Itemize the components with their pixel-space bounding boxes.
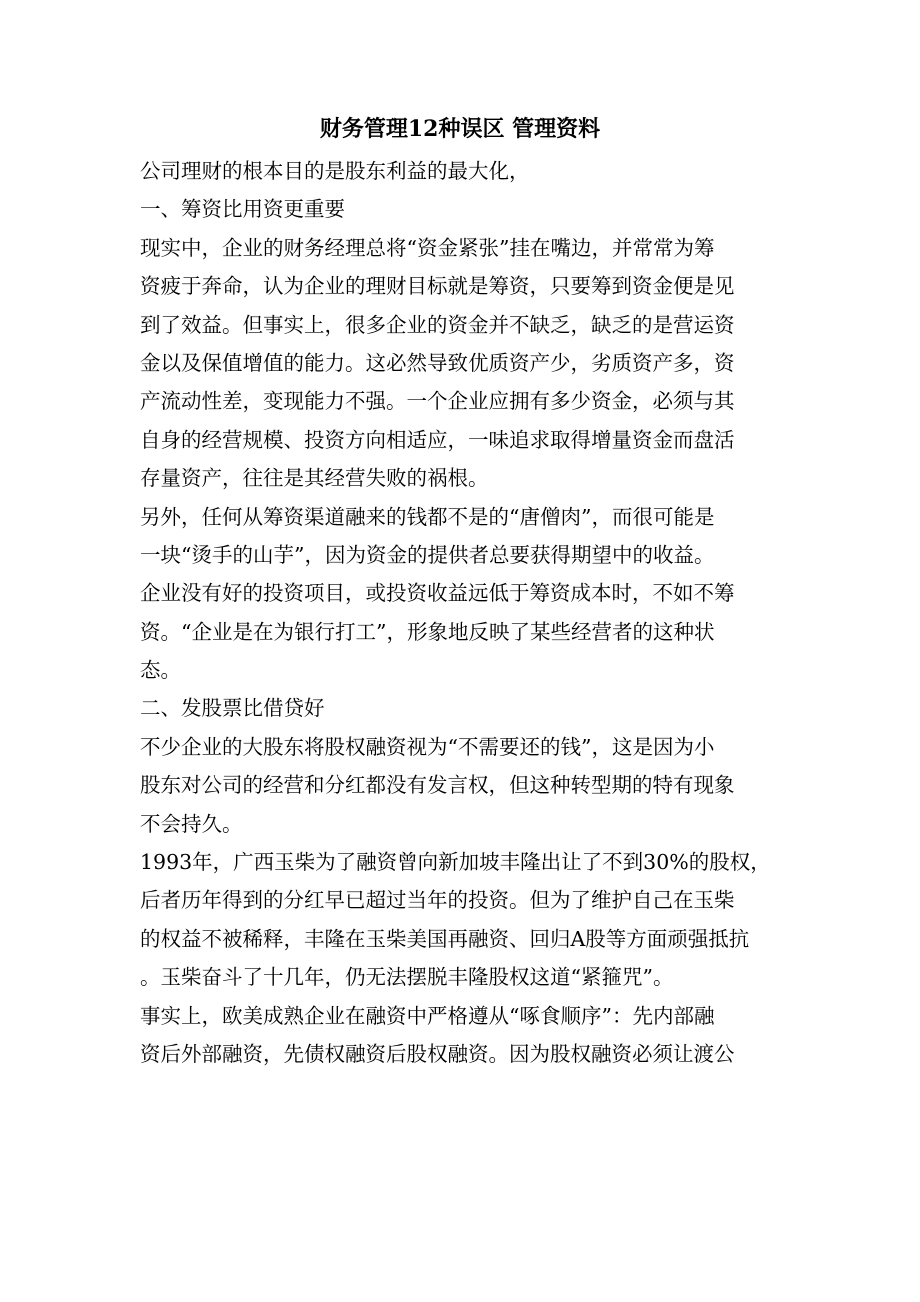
section-heading: 二、发股票比借贷好 (140, 696, 325, 721)
text-line: 一块“烫手的山芋”，因为资金的提供者总要获得期望中的收益。 (140, 542, 715, 567)
text-line: 资。“企业是在为银行打工”，形象地反映了某些经营者的这种状 (140, 619, 715, 644)
section-heading: 一、筹资比用资更重要 (140, 197, 345, 222)
text-line: 态。 (140, 658, 181, 683)
text-line: 产流动性差，变现能力不强。一个企业应拥有多少资金，必须与其 (140, 389, 735, 414)
document-body (140, 152, 790, 1073)
text-line: 存量资产，往往是其经营失败的祸根。 (140, 466, 489, 491)
text-line: 自身的经营规模、投资方向相适应，一味追求取得增量资金而盘活 (140, 427, 735, 452)
text-line: 企业没有好的投资项目，或投资收益远低于筹资成本时，不如不筹 (140, 581, 735, 606)
text-line: 不会持久。 (140, 811, 243, 836)
text-line: 公司理财的根本目的是股东利益的最大化， (140, 159, 530, 183)
text-line: 股东对公司的经营和分红都没有发言权，但这种转型期的特有现象 (140, 773, 735, 798)
text-line: 。玉柴奋斗了十几年，仍无法摆脱丰隆股权这道“紧箍咒”。 (140, 965, 674, 990)
text-line: 后者历年得到的分红早已超过当年的投资。但为了维护自己在玉柴 (140, 888, 735, 913)
text-line: 另外，任何从筹资渠道融来的钱都不是的“唐僧肉”，而很可能是 (140, 504, 715, 529)
text-line: 到了效益。但事实上，很多企业的资金并不缺乏，缺乏的是营运资 (140, 312, 735, 337)
text-line: 不少企业的大股东将股权融资视为“不需要还的钱”，这是因为小 (140, 734, 715, 759)
document-title: 财务管理12种误区 管理资料 (319, 116, 601, 142)
text-line: 的权益不被稀释，丰隆在玉柴美国再融资、回归A股等方面顽强抵抗 (140, 926, 750, 951)
text-line: 资后外部融资，先债权融资后股权融资。因为股权融资必须让渡公 (140, 1041, 735, 1066)
text-line: 金以及保值增值的能力。这必然导致优质资产少，劣质资产多，资 (140, 350, 735, 375)
text-line: 事实上，欧美成熟企业在融资中严格遵从“啄食顺序”：先内部融 (140, 1003, 715, 1028)
text-line: 资疲于奔命，认为企业的理财目标就是筹资，只要筹到资金便是见 (140, 274, 735, 299)
text-line: 现实中，企业的财务经理总将“资金紧张”挂在嘴边，并常常为筹 (140, 235, 715, 260)
text-line: 1993年，广西玉柴为了融资曾向新加坡丰隆出让了不到30%的股权， (140, 850, 771, 875)
